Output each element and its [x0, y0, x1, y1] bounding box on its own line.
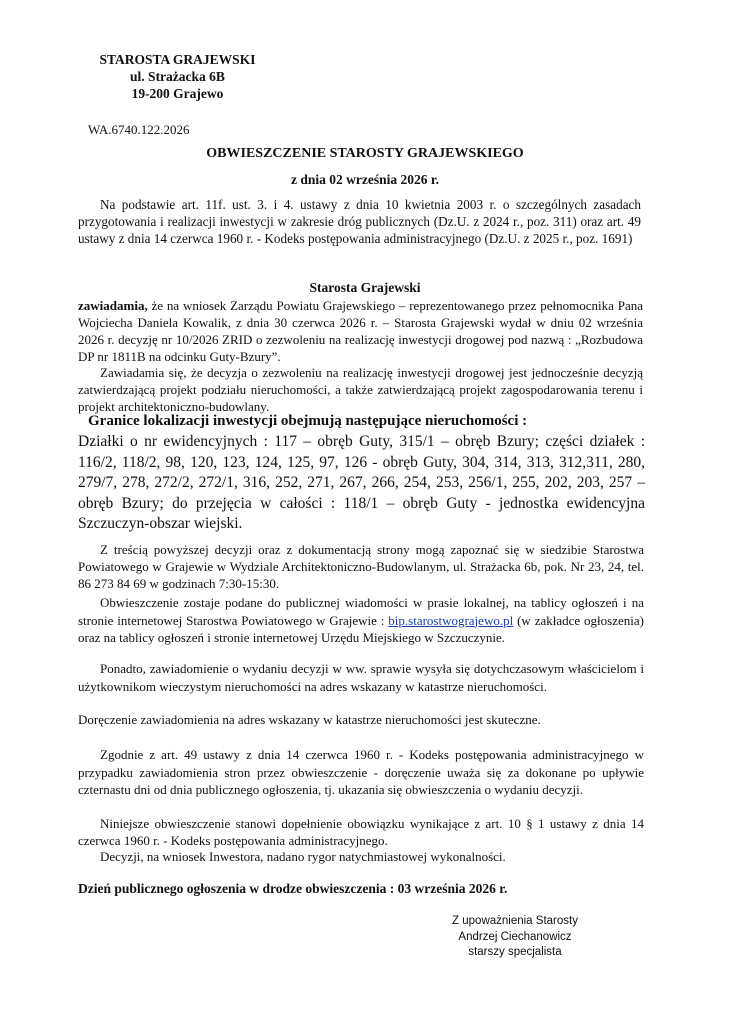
boundaries-heading: Granice lokalizacji inwestycji obejmują następujące nieruchomości : [88, 413, 528, 429]
inspection-info-paragraph: Z treścią powyższej decyzji oraz z dokumentacją strony mogą zapoznać się w siedzibie Starostwa Powiatowego w Grajewie w Wydziale Architektoniczno-Budowlanym, ul. Strażacka 6b, pok. Nr 23, 24, tel. 86 273 84 69 w godzinach 7:30-15:30. [78, 542, 644, 591]
legal-basis-paragraph: Na podstawie art. 11f. ust. 3. i 4. ustawy z dnia 10 kwietnia 2003 r. o szczególnych zasadach przygotowania i realizacji inwestycji w zakresie dróg publicznych (Dz.U. z 2024 r., poz. 311) oraz art. 49 ustawy z dnia 14 czerwca 1960 r. - Kodeks postępowania administracyjnego (Dz.U. z 2025 r., poz. 1691) [78, 197, 641, 246]
legal-effect-paragraph: Zgodnie z art. 49 ustawy z dnia 14 czerwca 1960 r. - Kodeks postępowania administracyjnego w przypadku zawiadomienia stron przez obwieszczenie - doręczenie uważa się za dokonane po upływie czternastu dni od dnia publicznego ogłoszenia, tj. ukazania się obwieszczenia o wydaniu decyzji. [78, 747, 644, 797]
publication-text-before: Obwieszczenie zostaje podane do publicznej wiadomości w prasie lokalnej, na tablicy ogłoszeń i na stronie internetowej Starostwa Powiatowego w Grajewie : [78, 595, 644, 628]
notice-text: że na wniosek Zarządu Powiatu Grajewskiego – reprezentowanego przez pełnomocnika Pana Wojciecha Daniela Kowalik, z dnia 30 czerwca 2026 r. – Starosta Grajewski wydał w dniu 02 września 2026 r. decyzję nr 10/2026 ZRID o zezwoleniu na realizację inwestycji drogowej pod nazwą : „Rozbudowa DP nr 1811B na odcinku Guty-Bzury”. [78, 298, 643, 364]
publication-day: Dzień publicznego ogłoszenia w drodze obwieszczenia : 03 września 2026 r. [78, 881, 508, 896]
approval-paragraph: Zawiadamia się, że decyzja o zezwoleniu na realizację inwestycji drogowej jest jednocześnie decyzją zatwierdzającą projekt podziału nieruchomości, a także zatwierdzającą projekt zagospodarowania terenu i projekt architektoniczno-budowlany. [78, 365, 643, 414]
notice-lead: zawiadamia, [78, 298, 148, 313]
document-date: z dnia 02 września 2026 r. [291, 172, 439, 187]
signature-block [430, 914, 600, 961]
bip-link[interactable]: bip.starostwograjewo.pl [388, 612, 514, 628]
issuer-street: ul. Strażacka 6B [130, 69, 225, 84]
document-title: OBWIESZCZENIE STAROSTY GRAJEWSKIEGO [206, 146, 524, 161]
signature-position: starszy specjalista [468, 946, 562, 958]
parcels-list: Działki o nr ewidencyjnych : 117 – obręb Guty, 315/1 – obręb Bzury; części działek : 116/2, 118/2, 98, 120, 123, 124, 125, 97, 126 - obręb Guty, 304, 314, 313, 312,311, 280, 279/7, 278, 272/2, 272/1, 316, 252, 271, 267, 266, 254, 253, 256/1, 255, 202, 203, 257 – obręb Bzury; do przejęcia w całości : 118/1 – obręb Guty - jednostka ewidencyjna Szczuczyn-obszar wiejski. [78, 433, 645, 532]
notice-paragraph [78, 297, 643, 365]
obligation-paragraph: Niniejsze obwieszczenie stanowi dopełnienie obowiązku wynikające z art. 10 § 1 ustawy z dnia 14 czerwca 1960 r. - Kodeks postępowania administracyjnego. [78, 816, 644, 848]
publication-paragraph [78, 594, 644, 647]
publication-text-after: (w zakładce ogłoszenia) oraz na tablicy ogłoszeń i stronie internetowej Urzędu Miejskiego w Szczuczynie. [78, 612, 644, 645]
owners-paragraph: Ponadto, zawiadomienie o wydaniu decyzji w ww. sprawie wysyła się dotychczasowym właścicielom i użytkownikom wieczystym nieruchomości na adres wskazany w katastrze nieruchomości. [78, 661, 644, 694]
rigor-paragraph: Decyzji, na wniosek Inwestora, nadano rygor natychmiastowej wykonalności. [100, 849, 506, 864]
signature-name: Andrzej Ciechanowicz [458, 930, 572, 943]
delivery-paragraph: Doręczenie zawiadomienia na adres wskazany w katastrze nieruchomości jest skuteczne. [78, 712, 541, 727]
signature-authorization: Z upoważnienia Starosty [452, 915, 578, 927]
starosta-heading: Starosta Grajewski [309, 280, 421, 295]
issuer-header [0, 51, 355, 102]
issuer-city: 19-200 Grajewo [131, 86, 224, 101]
issuer-name: STAROSTA GRAJEWSKI [99, 52, 256, 67]
case-reference: WA.6740.122.2026 [88, 122, 190, 137]
